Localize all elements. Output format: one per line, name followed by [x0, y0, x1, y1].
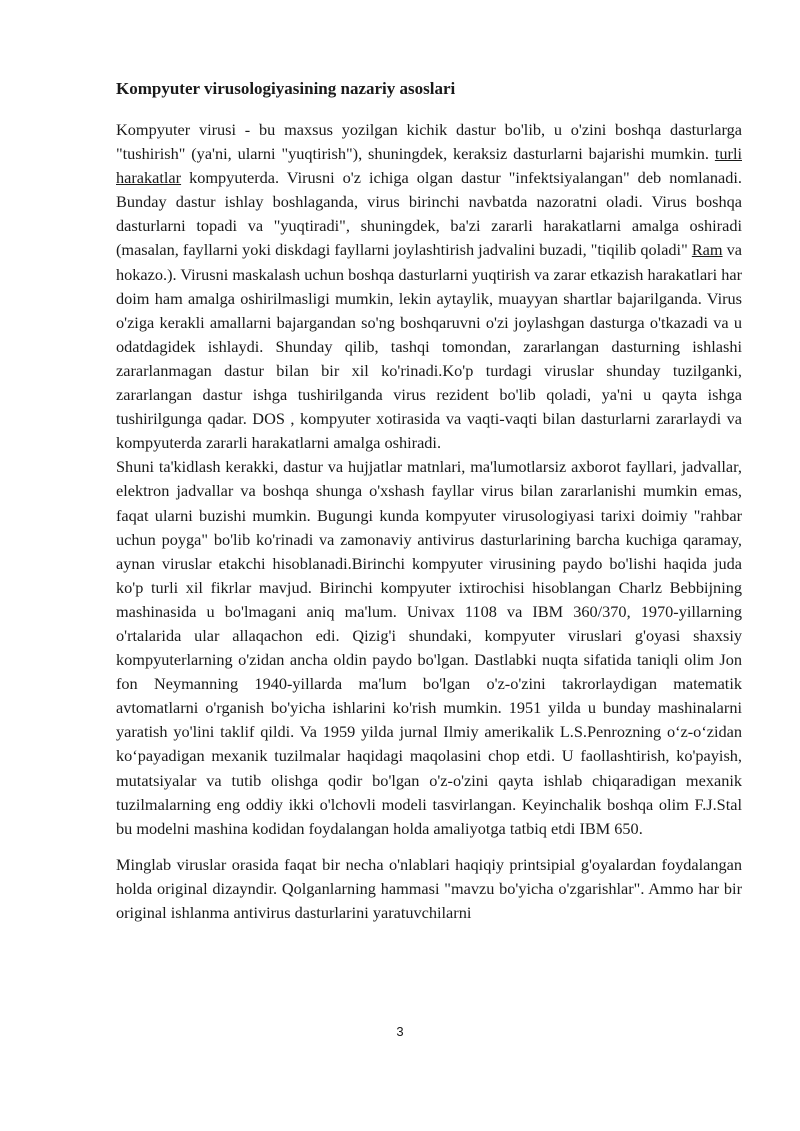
link-turli-harakatlar[interactable]: turli harakatlar [116, 144, 742, 188]
page-number: 3 [396, 1024, 404, 1039]
page-title: Kompyuter virusologiyasining nazariy asoslari [116, 79, 456, 98]
paragraph-1-text-c: va hokazo.). Virusni maskalash uchun boshqa dasturlarni yuqtirish va zarar etkazish harakatlari har doim ham amalga oshirilmasligi mumkin, lekin aytaylik, muayyan shartlar bajarilganda. Virus o'ziga kerakli amallarni bajargandan so'ng boshqaruvni o'zi joylashgan dasturga o'tkazadi va u odatdagidek ishlaydi. Shunday qilib, tashqi tomondan, zararlangan dasturning ishlashi zararlanmagan dastur bilan bir xil ko'rinadi.Ko'p turdagi viruslar shunday tuzilganki, zararlangan dastur ishga tushirilganda virus rezident bo'lib qoladi, ya'ni u qayta ishga tushirilgunga qadar. DOS , kompyuter xotirasida va vaqti-vaqti bilan dasturlarni zararlaydi va kompyuterda zararli harakatlarni amalga oshiradi. [116, 240, 743, 453]
paragraph-1 [116, 118, 742, 455]
paragraph-1-text-b: kompyuterda. Virusni o'z ichiga olgan dastur "infektsiyalangan" deb nomlanadi. Bunday dastur ishlay boshlaganda, virus birinchi navbatda nazoratni oladi. Virus boshqa dasturlarni topadi va "yuqtiradi", shuningdek, ba'zi zararli harakatlarni amalga oshiradi (masalan, fayllarni yoki diskdagi fayllarni joylashtirish jadvalini buzadi, "tiqilib qoladi" [116, 168, 742, 260]
paragraph-3: Minglab viruslar orasida faqat bir necha o'nlablari haqiqiy printsipial g'oyalardan foydalangan holda original dizayndir. Qolganlarning hammasi "mavzu bo'yicha o'zgarishlar". Ammo har bir original ishlanma antivirus dasturlarini yaratuvchilarni [116, 854, 742, 922]
document-body [116, 118, 742, 925]
link-ram[interactable]: Ram [691, 240, 723, 260]
paragraph-1-text-a: Kompyuter virusi - bu maxsus yozilgan kichik dastur bo'lib, u o'zini boshqa dasturlarga "tushirish" (ya'ni, ularni "yuqtirish"), shuningdek, keraksiz dasturlarni bajarishi mumkin. [116, 120, 742, 164]
paragraph-2: Shuni ta'kidlash kerakki, dastur va hujjatlar matnlari, ma'lumotlarsiz axborot fayllari, jadvallar, elektron jadvallar va boshqa shunga o'xshash fayllar virus bilan zararlanishi mumkin emas, faqat ularni buzishi mumkin. Bugungi kunda kompyuter virusologiyasi tarixi doimiy "rahbar uchun poyga" bo'lib ko'rinadi va zamonaviy antivirus dasturlarining barcha kuchiga qaramay, aynan viruslar etakchi hisoblanadi.Birinchi kompyuter virusining paydo bo'lishi haqida juda ko'p turli xil fikrlar mavjud. Birinchi kompyuter ixtirochisi hisoblangan Charlz Bebbijning mashinasida u bo'lmagani aniq ma'lum. Univax 1108 va IBM 360/370, 1970-yillarning o'rtalarida ular allaqachon edi. Qizig'i shundaki, kompyuter viruslari g'oyasi shaxsiy kompyuterlarning o'zidan ancha oldin paydo bo'lgan. Dastlabki nuqta sifatida taniqli olim Jon fon Neymanning 1940-yillarda ma'lum bo'lgan o'z-o'zini takrorlaydigan matematik avtomatlarni o'rganish bo'yicha ishlarini ko'rish mumkin. 1951 yilda u bunday mashinalarni yaratish yo'lini taklif qildi. Va 1959 yilda jurnal Ilmiy amerikalik L.S.Penrozning o‘z-o‘zidan ko‘payadigan mexanik tuzilmalar haqidagi maqolasini chop etdi. U faollashtirish, ko'payish, mutatsiyalar va tutib olishga qodir bo'lgan o'z-o'zini qayta ishlab chiqaradigan mexanik tuzilmalarning eng oddiy ikki o'lchovli modeli tasvirlangan. Keyinchalik boshqa olim F.J.Stal bu modelni mashina kodidan foydalangan holda amaliyotga tatbiq etdi IBM 650. [116, 457, 742, 838]
